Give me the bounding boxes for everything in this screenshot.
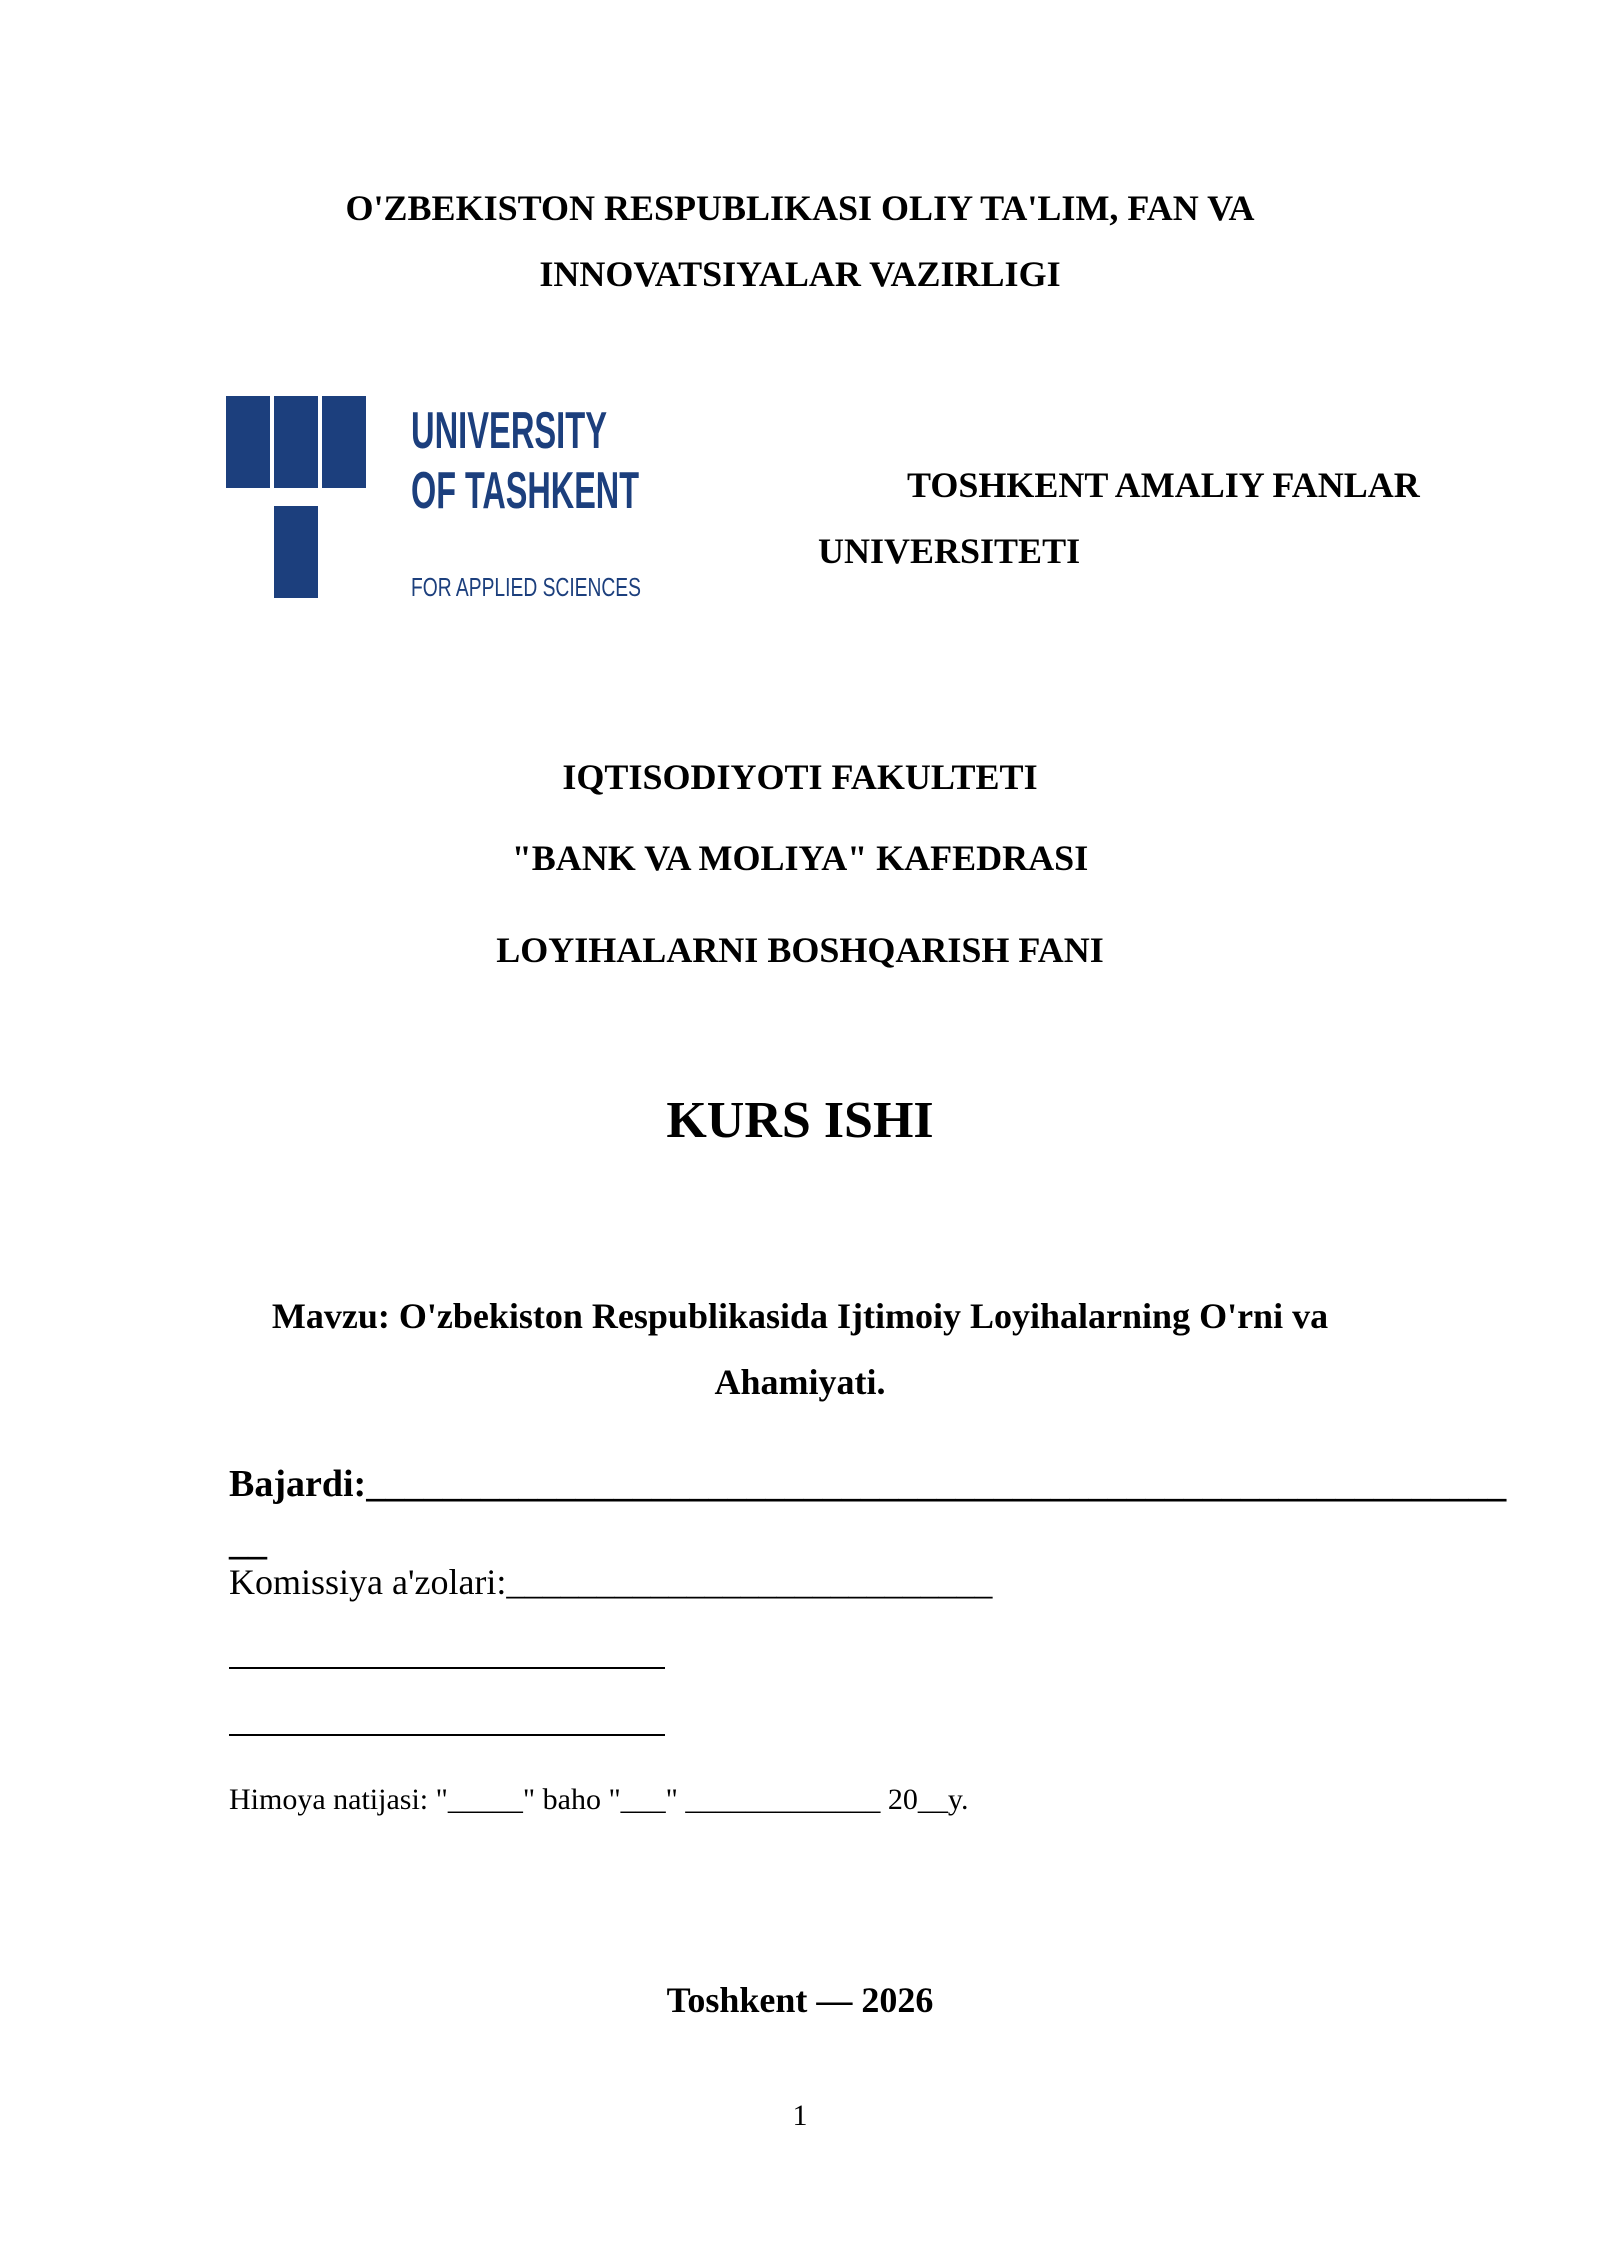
subject-heading: LOYIHALARNI BOSHQARISH FANI [496,930,1104,970]
faculty-heading: IQTISODIYOTI FAKULTETI [562,757,1038,797]
logo-block-3 [322,396,366,488]
logo-block-stem [274,506,318,598]
ministry-line-2: INNOVATSIYALAR VAZIRLIGI [539,254,1061,294]
topic-heading [0,1283,1600,1415]
defense-result-field: Himoya natijasi: "_____" baho "___" _____________ 20__y. [229,1783,969,1816]
ministry-line-1: O'ZBEKISTON RESPUBLIKASI OLIY TA'LIM, FAN VA [345,188,1255,228]
university-name-line-1: TOSHKENT AMALIY FANLAR [907,465,1420,505]
university-name-line-2: UNIVERSITETI [818,531,1081,571]
page-number: 1 [792,2099,808,2132]
performed-by-label: Bajardi:____________________________________________________________ [229,1463,1507,1505]
commission-members-field: Komissiya a'zolari:___________________________ [229,1562,993,1602]
university-logo [226,396,646,602]
commission-blank-line-1 [229,1667,665,1669]
topic-line-2: Ahamiyati. [714,1362,886,1402]
ministry-heading [0,175,1600,307]
topic-line-1: Mavzu: O'zbekiston Respublikasida Ijtimoiy Loyihalarning O'rni va [271,1296,1329,1336]
document-title: KURS ISHI [666,1092,934,1149]
performed-by-wrap: __ [229,1521,267,1563]
department-heading: "BANK VA MOLIYA" KAFEDRASI [511,838,1089,878]
logo-text-of-tashkent: OF TASHKENT [411,462,640,520]
city-year: Toshkent — 2026 [666,1980,934,2020]
logo-text-applied-sciences: FOR APPLIED SCIENCES [411,572,641,602]
logo-text-university: UNIVERSITY [411,402,607,460]
commission-blank-line-2 [229,1734,665,1736]
performed-by-field [229,1455,1507,1571]
logo-block-2 [274,396,318,488]
logo-block-1 [226,396,270,488]
